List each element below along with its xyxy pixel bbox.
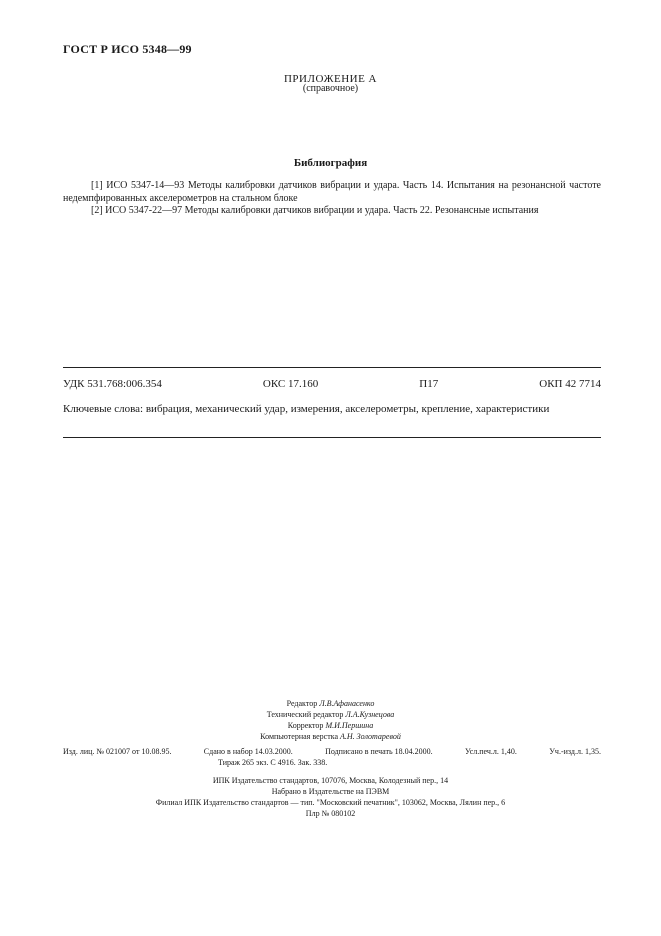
- license-info: Изд. лиц. № 021007 от 10.08.95.: [63, 747, 172, 756]
- bottom-divider: [63, 437, 601, 438]
- signed-date: Подписано в печать 18.04.2000.: [325, 747, 433, 756]
- printer-line: Набрано в Издательстве на ПЭВМ: [271, 787, 390, 796]
- keywords: Ключевые слова: вибрация, механический удар, измерения, акселерометры, крепление, характеристики: [63, 403, 550, 415]
- bibliography-item: [2] ИСО 5347-22—97 Методы калибровки датчиков вибрации и удара. Часть 22. Резонансные испытания: [91, 205, 539, 216]
- layout-row: Компьютерная верстка А.Н. Золотаревой: [260, 732, 401, 741]
- tech-editor-name: Л.А.Кузнецова: [345, 710, 395, 719]
- corrector-name: М.И.Першина: [325, 721, 374, 730]
- oks-code: ОКС 17.160: [262, 378, 319, 390]
- editor-name: Л.В.Афанасенко: [319, 699, 375, 708]
- bibliography-item: [1] ИСО 5347-14—93 Методы калибровки датчиков вибрации и удара. Часть 14. Испытания на резонансной частоте недемпфированных акселерометров на стальном блоке: [63, 180, 601, 204]
- publication-details: [63, 746, 601, 768]
- editor-row: Редактор Л.В.Афанасенко: [286, 699, 375, 708]
- print-sheets: Усл.печ.л. 1,40.: [465, 747, 517, 756]
- editorial-credits: [0, 698, 661, 742]
- layout-name: А.Н. Золотаревой: [340, 732, 401, 741]
- top-divider: [63, 367, 601, 368]
- udk-code: УДК 531.768:006.354: [63, 378, 162, 390]
- print-run: Тираж 265 экз. С 4916. Зак. 338.: [218, 758, 328, 767]
- group-code: П17: [419, 378, 439, 390]
- printer-line: ИПК Издательство стандартов, 107076, Москва, Колодезный пер., 14: [212, 776, 449, 785]
- pub-sheets: Уч.-изд.л. 1,35.: [549, 747, 601, 756]
- bibliography-list: [63, 180, 601, 218]
- tech-editor-row: Технический редактор Л.А.Кузнецова: [266, 710, 395, 719]
- standard-code: ГОСТ Р ИСО 5348—99: [63, 42, 192, 56]
- submitted-date: Сдано в набор 14.03.2000.: [203, 747, 293, 756]
- appendix-subtitle: (справочное): [302, 83, 359, 94]
- classification-row: [63, 378, 601, 390]
- printer-line: Плр № 080102: [305, 809, 356, 818]
- printer-info: [0, 775, 661, 819]
- bibliography-title: Библиография: [293, 157, 368, 169]
- corrector-row: Корректор М.И.Першина: [287, 721, 374, 730]
- appendix-title: ПРИЛОЖЕНИЕ А: [283, 73, 377, 85]
- printer-line: Филиал ИПК Издательство стандартов — тип. "Московский печатник", 103062, Москва, Лялин пер., 6: [155, 798, 506, 807]
- okp-code: ОКП 42 7714: [539, 378, 601, 390]
